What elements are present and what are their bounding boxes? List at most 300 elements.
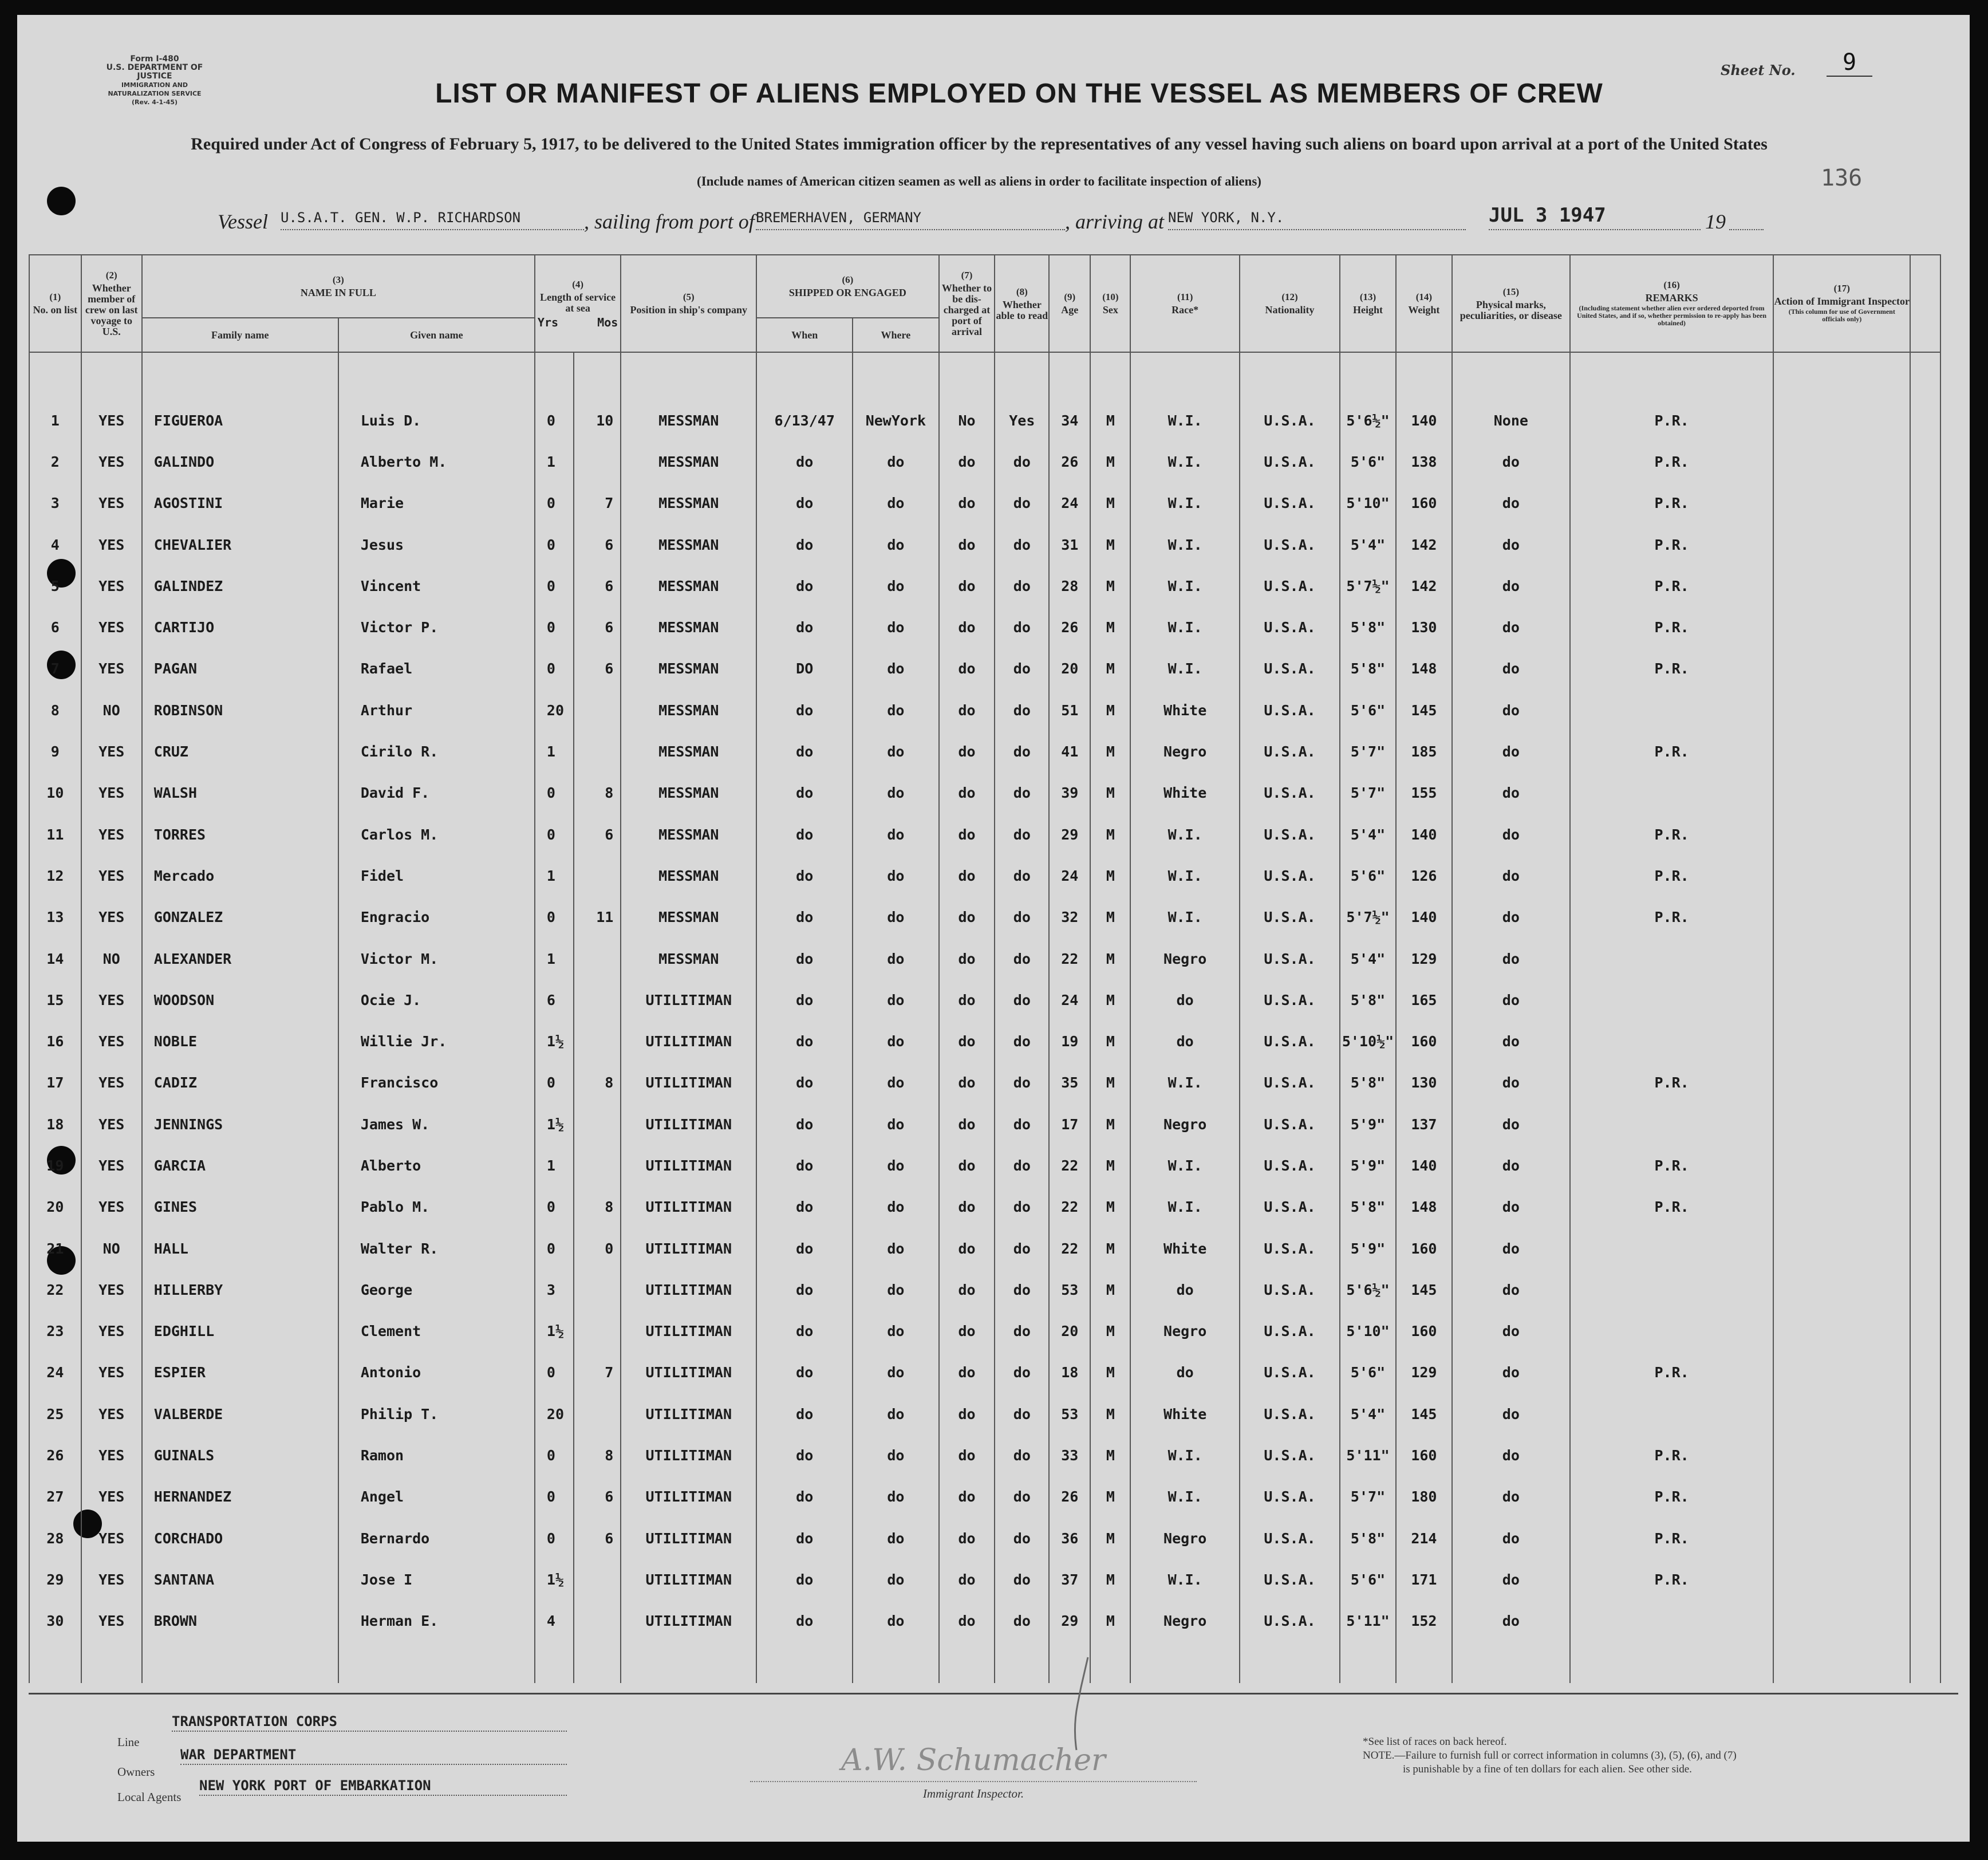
cell-height: 5'4" bbox=[1340, 938, 1396, 979]
cell-to-be-discharged: do bbox=[939, 606, 995, 648]
cell-family-name: CADIZ bbox=[142, 1062, 338, 1104]
arrival-date-stamp: JUL 3 1947 bbox=[1489, 204, 1701, 230]
cell-service-years: 1½ bbox=[535, 1020, 574, 1062]
cell-remarks: P.R. bbox=[1570, 483, 1773, 524]
cell-race: W.I. bbox=[1130, 524, 1240, 565]
cell-margin bbox=[1910, 524, 1940, 565]
header-cell-when: When bbox=[756, 318, 853, 352]
cell-prev-voyage: YES bbox=[81, 1601, 142, 1642]
cell-row-number: 13 bbox=[29, 897, 81, 938]
header-cell-sex: (10) Sex bbox=[1090, 255, 1130, 352]
cell-given-name: Clement bbox=[338, 1311, 535, 1352]
table-row bbox=[29, 897, 1940, 938]
cell-weight: 185 bbox=[1396, 731, 1452, 772]
cell-position: MESSMAN bbox=[621, 606, 756, 648]
cell-inspector-action bbox=[1773, 1269, 1910, 1310]
cell-physical-marks: do bbox=[1452, 1020, 1570, 1062]
cell-able-to-read: do bbox=[995, 689, 1049, 731]
cell-remarks bbox=[1570, 1269, 1773, 1310]
cell-given-name: Fidel bbox=[338, 855, 535, 896]
cell-row-number: 23 bbox=[29, 1311, 81, 1352]
cell-shipped-when: do bbox=[756, 1352, 853, 1393]
cell-able-to-read: do bbox=[995, 1020, 1049, 1062]
cell-age: 41 bbox=[1049, 731, 1090, 772]
cell-shipped-when: DO bbox=[756, 648, 853, 689]
owners-label: Owners bbox=[117, 1765, 155, 1779]
cell-given-name: Ramon bbox=[338, 1435, 535, 1476]
cell-race: W.I. bbox=[1130, 814, 1240, 855]
cell-age: 22 bbox=[1049, 938, 1090, 979]
cell-sex: M bbox=[1090, 1020, 1130, 1062]
cell-race: Negro bbox=[1130, 731, 1240, 772]
cell-able-to-read: do bbox=[995, 1352, 1049, 1393]
cell-to-be-discharged: do bbox=[939, 897, 995, 938]
cell-nationality: U.S.A. bbox=[1240, 1311, 1340, 1352]
cell-service-months: 6 bbox=[574, 1476, 621, 1518]
cell-service-months: 7 bbox=[574, 483, 621, 524]
cell-weight: 142 bbox=[1396, 565, 1452, 606]
cell-margin bbox=[1910, 814, 1940, 855]
cell-height: 5'6" bbox=[1340, 1559, 1396, 1600]
cell-prev-voyage: YES bbox=[81, 441, 142, 482]
cell-to-be-discharged: do bbox=[939, 773, 995, 814]
cell-height: 5'7" bbox=[1340, 1476, 1396, 1518]
cell-shipped-when: do bbox=[756, 1228, 853, 1269]
cell-to-be-discharged: do bbox=[939, 524, 995, 565]
cell-sex: M bbox=[1090, 1269, 1130, 1310]
cell-service-years: 0 bbox=[535, 814, 574, 855]
cell-prev-voyage: YES bbox=[81, 1476, 142, 1518]
cell-remarks: P.R. bbox=[1570, 1145, 1773, 1186]
cell-nationality: U.S.A. bbox=[1240, 606, 1340, 648]
cell-prev-voyage: YES bbox=[81, 1020, 142, 1062]
cell-to-be-discharged: do bbox=[939, 1601, 995, 1642]
cell-to-be-discharged: No bbox=[939, 400, 995, 441]
cell-able-to-read: do bbox=[995, 897, 1049, 938]
cell-physical-marks: do bbox=[1452, 483, 1570, 524]
cell-sex: M bbox=[1090, 1187, 1130, 1228]
cell-to-be-discharged: do bbox=[939, 1269, 995, 1310]
table-row bbox=[29, 938, 1940, 979]
cell-shipped-where: do bbox=[853, 814, 938, 855]
cell-height: 5'9" bbox=[1340, 1228, 1396, 1269]
cell-nationality: U.S.A. bbox=[1240, 524, 1340, 565]
cell-margin bbox=[1910, 855, 1940, 896]
cell-family-name: HERNANDEZ bbox=[142, 1476, 338, 1518]
cell-shipped-where: do bbox=[853, 1311, 938, 1352]
cell-given-name: Herman E. bbox=[338, 1601, 535, 1642]
cell-shipped-where: do bbox=[853, 1020, 938, 1062]
cell-age: 20 bbox=[1049, 1311, 1090, 1352]
header-cell-position: (5) Position in ship's company bbox=[621, 255, 756, 352]
cell-race: White bbox=[1130, 773, 1240, 814]
cell-to-be-discharged: do bbox=[939, 1476, 995, 1518]
table-row bbox=[29, 1228, 1940, 1269]
table-row bbox=[29, 1020, 1940, 1062]
cell-able-to-read: do bbox=[995, 1476, 1049, 1518]
cell-inspector-action bbox=[1773, 400, 1910, 441]
cell-given-name: Philip T. bbox=[338, 1393, 535, 1435]
cell-to-be-discharged: do bbox=[939, 1145, 995, 1186]
cell-row-number: 28 bbox=[29, 1518, 81, 1559]
cell-remarks: P.R. bbox=[1570, 1518, 1773, 1559]
cell-given-name: Antonio bbox=[338, 1352, 535, 1393]
cell-height: 5'10½" bbox=[1340, 1020, 1396, 1062]
cell-nationality: U.S.A. bbox=[1240, 731, 1340, 772]
cell-service-months: 6 bbox=[574, 606, 621, 648]
cell-position: UTILITIMAN bbox=[621, 1020, 756, 1062]
cell-inspector-action bbox=[1773, 897, 1910, 938]
cell-margin bbox=[1910, 731, 1940, 772]
cell-row-number: 29 bbox=[29, 1559, 81, 1600]
cell-race: Negro bbox=[1130, 1518, 1240, 1559]
table-row bbox=[29, 1062, 1940, 1104]
cell-sex: M bbox=[1090, 855, 1130, 896]
cell-sex: M bbox=[1090, 773, 1130, 814]
cell-to-be-discharged: do bbox=[939, 1518, 995, 1559]
cell-shipped-when: do bbox=[756, 441, 853, 482]
cell-given-name: Willie Jr. bbox=[338, 1020, 535, 1062]
cell-race: W.I. bbox=[1130, 1062, 1240, 1104]
cell-age: 26 bbox=[1049, 1476, 1090, 1518]
cell-age: 53 bbox=[1049, 1269, 1090, 1310]
cell-shipped-when: do bbox=[756, 1601, 853, 1642]
cell-given-name: Arthur bbox=[338, 689, 535, 731]
cell-margin bbox=[1910, 565, 1940, 606]
cell-nationality: U.S.A. bbox=[1240, 648, 1340, 689]
table-row bbox=[29, 524, 1940, 565]
cell-prev-voyage: YES bbox=[81, 1352, 142, 1393]
cell-given-name: George bbox=[338, 1269, 535, 1310]
header-cell-discharged: (7) Whether to be dis-charged at port of arrival bbox=[939, 255, 995, 352]
cell-sex: M bbox=[1090, 1601, 1130, 1642]
table-row bbox=[29, 565, 1940, 606]
cell-margin bbox=[1910, 773, 1940, 814]
cell-row-number: 30 bbox=[29, 1601, 81, 1642]
owners-value: WAR DEPARTMENT bbox=[180, 1747, 567, 1765]
cell-position: MESSMAN bbox=[621, 773, 756, 814]
cell-service-months: 8 bbox=[574, 1062, 621, 1104]
cell-weight: 160 bbox=[1396, 1311, 1452, 1352]
cell-able-to-read: do bbox=[995, 773, 1049, 814]
cell-remarks bbox=[1570, 1228, 1773, 1269]
cell-family-name: GINES bbox=[142, 1187, 338, 1228]
cell-physical-marks: do bbox=[1452, 1518, 1570, 1559]
cell-position: UTILITIMAN bbox=[621, 1145, 756, 1186]
cell-nationality: U.S.A. bbox=[1240, 400, 1340, 441]
cell-shipped-where: do bbox=[853, 897, 938, 938]
cell-row-number: 24 bbox=[29, 1352, 81, 1393]
cell-height: 5'7" bbox=[1340, 773, 1396, 814]
cell-remarks bbox=[1570, 1104, 1773, 1145]
document-subnote: (Include names of American citizen seamen as well as aliens in order to facilitate inspection of aliens) bbox=[697, 174, 1261, 188]
cell-able-to-read: do bbox=[995, 1269, 1049, 1310]
table-row bbox=[29, 1601, 1940, 1642]
document-title: LIST OR MANIFEST OF ALIENS EMPLOYED ON THE VESSEL AS MEMBERS OF CREW bbox=[435, 78, 1603, 109]
cell-position: UTILITIMAN bbox=[621, 1518, 756, 1559]
cell-inspector-action bbox=[1773, 1518, 1910, 1559]
cell-sex: M bbox=[1090, 1476, 1130, 1518]
cell-shipped-when: do bbox=[756, 1311, 853, 1352]
table-row bbox=[29, 1104, 1940, 1145]
cell-physical-marks: do bbox=[1452, 1269, 1570, 1310]
header-cell-shipped: (6) SHIPPED OR ENGAGED bbox=[756, 255, 938, 318]
cell-height: 5'7½" bbox=[1340, 897, 1396, 938]
cell-given-name: Engracio bbox=[338, 897, 535, 938]
cell-physical-marks: None bbox=[1452, 400, 1570, 441]
cell-service-years: 0 bbox=[535, 1435, 574, 1476]
cell-physical-marks: do bbox=[1452, 441, 1570, 482]
cell-service-years: 3 bbox=[535, 1269, 574, 1310]
cell-inspector-action bbox=[1773, 483, 1910, 524]
cell-service-years: 4 bbox=[535, 1601, 574, 1642]
cell-sex: M bbox=[1090, 606, 1130, 648]
cell-prev-voyage: YES bbox=[81, 565, 142, 606]
cell-inspector-action bbox=[1773, 1187, 1910, 1228]
cell-row-number: 2 bbox=[29, 441, 81, 482]
cell-nationality: U.S.A. bbox=[1240, 1352, 1340, 1393]
cell-physical-marks: do bbox=[1452, 1145, 1570, 1186]
cell-service-months bbox=[574, 1559, 621, 1600]
cell-remarks bbox=[1570, 689, 1773, 731]
cell-age: 26 bbox=[1049, 441, 1090, 482]
cell-family-name: TORRES bbox=[142, 814, 338, 855]
cell-height: 5'6" bbox=[1340, 1352, 1396, 1393]
cell-inspector-action bbox=[1773, 1601, 1910, 1642]
cell-inspector-action bbox=[1773, 1020, 1910, 1062]
cell-remarks: P.R. bbox=[1570, 400, 1773, 441]
cell-age: 29 bbox=[1049, 1601, 1090, 1642]
cell-given-name: Angel bbox=[338, 1476, 535, 1518]
cell-nationality: U.S.A. bbox=[1240, 1476, 1340, 1518]
cell-shipped-when: do bbox=[756, 814, 853, 855]
cell-sex: M bbox=[1090, 1393, 1130, 1435]
vessel-label: Vessel bbox=[218, 210, 268, 233]
cell-inspector-action bbox=[1773, 814, 1910, 855]
cell-able-to-read: do bbox=[995, 1062, 1049, 1104]
table-row bbox=[29, 689, 1940, 731]
table-bottom-padding bbox=[29, 1642, 1940, 1683]
cell-service-years: 0 bbox=[535, 1228, 574, 1269]
cell-to-be-discharged: do bbox=[939, 1435, 995, 1476]
cell-age: 26 bbox=[1049, 606, 1090, 648]
cell-to-be-discharged: do bbox=[939, 1104, 995, 1145]
cell-remarks: P.R. bbox=[1570, 897, 1773, 938]
cell-to-be-discharged: do bbox=[939, 1187, 995, 1228]
cell-given-name: Jesus bbox=[338, 524, 535, 565]
cell-physical-marks: do bbox=[1452, 524, 1570, 565]
cell-family-name: WOODSON bbox=[142, 979, 338, 1020]
punch-hole bbox=[47, 187, 76, 215]
cell-height: 5'8" bbox=[1340, 1187, 1396, 1228]
cell-prev-voyage: NO bbox=[81, 1228, 142, 1269]
cell-shipped-where: do bbox=[853, 441, 938, 482]
cell-margin bbox=[1910, 1145, 1940, 1186]
cell-position: MESSMAN bbox=[621, 731, 756, 772]
table-row bbox=[29, 814, 1940, 855]
cell-given-name: Victor P. bbox=[338, 606, 535, 648]
table-row bbox=[29, 731, 1940, 772]
cell-height: 5'7" bbox=[1340, 731, 1396, 772]
cell-able-to-read: do bbox=[995, 1187, 1049, 1228]
cell-prev-voyage: YES bbox=[81, 1104, 142, 1145]
cell-height: 5'10" bbox=[1340, 1311, 1396, 1352]
cell-service-months bbox=[574, 855, 621, 896]
cell-sex: M bbox=[1090, 814, 1130, 855]
cell-race: W.I. bbox=[1130, 606, 1240, 648]
cell-to-be-discharged: do bbox=[939, 855, 995, 896]
cell-shipped-where: do bbox=[853, 938, 938, 979]
cell-race: W.I. bbox=[1130, 1476, 1240, 1518]
cell-weight: 171 bbox=[1396, 1559, 1452, 1600]
cell-weight: 142 bbox=[1396, 524, 1452, 565]
cell-prev-voyage: YES bbox=[81, 1311, 142, 1352]
cell-weight: 148 bbox=[1396, 648, 1452, 689]
cell-height: 5'6½" bbox=[1340, 400, 1396, 441]
cell-nationality: U.S.A. bbox=[1240, 441, 1340, 482]
header-cell-age: (9) Age bbox=[1049, 255, 1090, 352]
cell-race: W.I. bbox=[1130, 1559, 1240, 1600]
cell-physical-marks: do bbox=[1452, 1393, 1570, 1435]
cell-physical-marks: do bbox=[1452, 979, 1570, 1020]
cell-able-to-read: do bbox=[995, 855, 1049, 896]
header-cell-margin bbox=[1910, 255, 1940, 352]
cell-row-number: 14 bbox=[29, 938, 81, 979]
cell-physical-marks: do bbox=[1452, 1435, 1570, 1476]
cell-height: 5'6" bbox=[1340, 441, 1396, 482]
cell-physical-marks: do bbox=[1452, 1187, 1570, 1228]
cell-weight: 145 bbox=[1396, 1269, 1452, 1310]
cell-shipped-when: do bbox=[756, 1187, 853, 1228]
cell-margin bbox=[1910, 1601, 1940, 1642]
cell-age: 17 bbox=[1049, 1104, 1090, 1145]
cell-shipped-where: do bbox=[853, 606, 938, 648]
cell-height: 5'4" bbox=[1340, 1393, 1396, 1435]
cell-height: 5'8" bbox=[1340, 1062, 1396, 1104]
cell-shipped-when: do bbox=[756, 1435, 853, 1476]
cell-prev-voyage: YES bbox=[81, 1559, 142, 1600]
cell-family-name: JENNINGS bbox=[142, 1104, 338, 1145]
cell-race: Negro bbox=[1130, 938, 1240, 979]
cell-height: 5'11" bbox=[1340, 1435, 1396, 1476]
cell-inspector-action bbox=[1773, 689, 1910, 731]
cell-age: 53 bbox=[1049, 1393, 1090, 1435]
cell-sex: M bbox=[1090, 1518, 1130, 1559]
cell-age: 39 bbox=[1049, 773, 1090, 814]
races-note: *See list of races on back hereof. bbox=[1363, 1736, 1507, 1748]
table-row bbox=[29, 979, 1940, 1020]
cell-row-number: 5 bbox=[29, 565, 81, 606]
cell-shipped-where: do bbox=[853, 524, 938, 565]
cell-sex: M bbox=[1090, 648, 1130, 689]
cell-able-to-read: do bbox=[995, 731, 1049, 772]
cell-inspector-action bbox=[1773, 1393, 1910, 1435]
header-cell-name: (3) NAME IN FULL bbox=[142, 255, 535, 318]
header-cell-weight: (14) Weight bbox=[1396, 255, 1452, 352]
cell-remarks: P.R. bbox=[1570, 1435, 1773, 1476]
cell-age: 24 bbox=[1049, 483, 1090, 524]
cell-remarks bbox=[1570, 979, 1773, 1020]
cell-height: 5'7½" bbox=[1340, 565, 1396, 606]
cell-age: 33 bbox=[1049, 1435, 1090, 1476]
cell-to-be-discharged: do bbox=[939, 565, 995, 606]
cell-family-name: HILLERBY bbox=[142, 1269, 338, 1310]
cell-margin bbox=[1910, 979, 1940, 1020]
cell-physical-marks: do bbox=[1452, 606, 1570, 648]
cell-position: MESSMAN bbox=[621, 689, 756, 731]
header-cell-marks: (15) Physical marks, peculiarities, or disease bbox=[1452, 255, 1570, 352]
cell-weight: 155 bbox=[1396, 773, 1452, 814]
cell-service-months bbox=[574, 441, 621, 482]
cell-shipped-when: do bbox=[756, 773, 853, 814]
cell-weight: 130 bbox=[1396, 606, 1452, 648]
cell-prev-voyage: NO bbox=[81, 689, 142, 731]
table-spacer-row bbox=[29, 352, 1940, 400]
cell-service-years: 1 bbox=[535, 731, 574, 772]
cell-height: 5'6" bbox=[1340, 689, 1396, 731]
cell-race: White bbox=[1130, 1393, 1240, 1435]
cell-family-name: GARCIA bbox=[142, 1145, 338, 1186]
table-row bbox=[29, 1393, 1940, 1435]
cell-nationality: U.S.A. bbox=[1240, 855, 1340, 896]
cell-remarks: P.R. bbox=[1570, 565, 1773, 606]
cell-service-months: 6 bbox=[574, 524, 621, 565]
cell-weight: 160 bbox=[1396, 1020, 1452, 1062]
cell-service-years: 1 bbox=[535, 938, 574, 979]
cell-weight: 130 bbox=[1396, 1062, 1452, 1104]
cell-height: 5'8" bbox=[1340, 606, 1396, 648]
cell-position: MESSMAN bbox=[621, 938, 756, 979]
cell-age: 18 bbox=[1049, 1352, 1090, 1393]
cell-prev-voyage: YES bbox=[81, 1269, 142, 1310]
cell-to-be-discharged: do bbox=[939, 1228, 995, 1269]
cell-nationality: U.S.A. bbox=[1240, 1518, 1340, 1559]
cell-shipped-where: do bbox=[853, 1269, 938, 1310]
cell-margin bbox=[1910, 1435, 1940, 1476]
cell-service-years: 1 bbox=[535, 1145, 574, 1186]
cell-given-name: James W. bbox=[338, 1104, 535, 1145]
cell-to-be-discharged: do bbox=[939, 648, 995, 689]
cell-row-number: 9 bbox=[29, 731, 81, 772]
cell-remarks bbox=[1570, 773, 1773, 814]
cell-inspector-action bbox=[1773, 606, 1910, 648]
inspector-label: Immigrant Inspector. bbox=[922, 1787, 1024, 1800]
cell-inspector-action bbox=[1773, 979, 1910, 1020]
cell-family-name: GUINALS bbox=[142, 1435, 338, 1476]
table-row bbox=[29, 1352, 1940, 1393]
cell-service-months: 7 bbox=[574, 1352, 621, 1393]
cell-position: UTILITIMAN bbox=[621, 1187, 756, 1228]
cell-row-number: 10 bbox=[29, 773, 81, 814]
cell-service-months: 8 bbox=[574, 1187, 621, 1228]
cell-shipped-where: do bbox=[853, 1393, 938, 1435]
cell-sex: M bbox=[1090, 1062, 1130, 1104]
cell-sex: M bbox=[1090, 1435, 1130, 1476]
cell-able-to-read: do bbox=[995, 1559, 1049, 1600]
cell-nationality: U.S.A. bbox=[1240, 689, 1340, 731]
crew-manifest-table-wrapper bbox=[29, 254, 1941, 1693]
table-row bbox=[29, 773, 1940, 814]
cell-family-name: AGOSTINI bbox=[142, 483, 338, 524]
cell-service-years: 0 bbox=[535, 524, 574, 565]
cell-margin bbox=[1910, 1020, 1940, 1062]
table-row bbox=[29, 855, 1940, 896]
cell-shipped-where: do bbox=[853, 1601, 938, 1642]
cell-race: W.I. bbox=[1130, 897, 1240, 938]
cell-family-name: HALL bbox=[142, 1228, 338, 1269]
cell-remarks bbox=[1570, 1601, 1773, 1642]
cell-family-name: Mercado bbox=[142, 855, 338, 896]
